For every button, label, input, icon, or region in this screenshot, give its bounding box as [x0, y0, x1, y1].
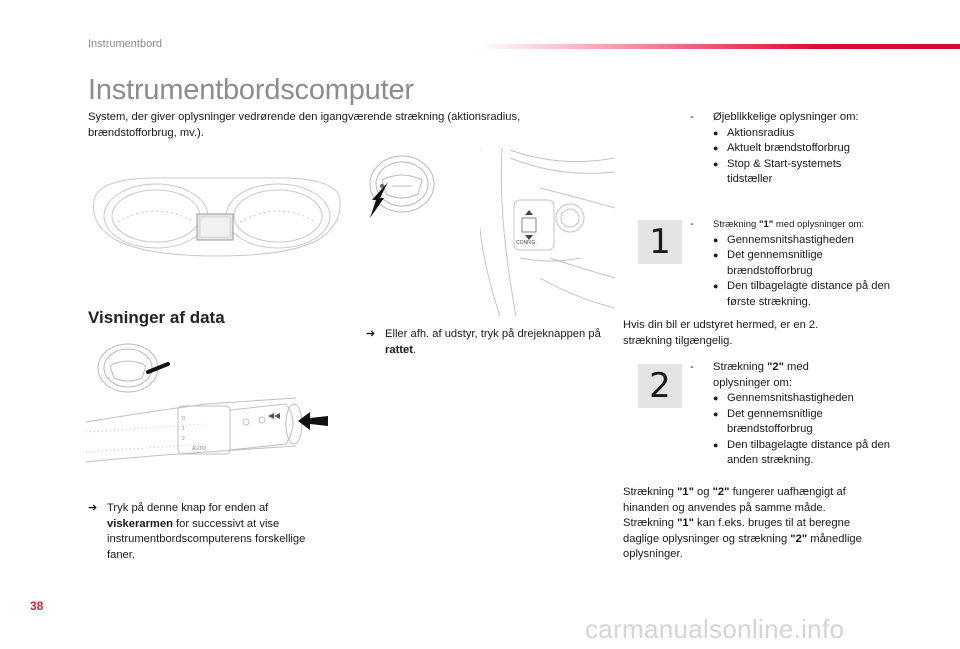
footer-text: kan f.eks. bruges til at beregne daglige oplysninger og strækning	[623, 517, 851, 545]
trips-footer-text	[623, 485, 885, 563]
list-item: ● Det gennemsnitlige brændstofforbrug	[713, 407, 890, 438]
svg-text:0: 0	[182, 416, 185, 422]
svg-text:1: 1	[182, 426, 185, 432]
steering-instruction	[366, 327, 606, 358]
trip-1-heading: Strækning	[713, 219, 759, 230]
trip-2-block	[690, 360, 890, 469]
trip-1-block	[690, 217, 900, 310]
list-item: ● Stop & Start-systemets tidstæller	[713, 157, 880, 188]
trip-1-number-badge: 1	[638, 220, 682, 264]
instrument-cluster-illustration	[88, 170, 346, 260]
footer-bold: "2"	[790, 532, 808, 545]
page-title: Instrumentbordscomputer	[88, 74, 414, 106]
footer-text: og	[693, 486, 713, 498]
page-number: 38	[30, 599, 44, 613]
trip-1-heading-end: med oplysninger om:	[773, 219, 865, 230]
footer-text: fungerer uafhængigt af hinanden og anvendes på samme måde.	[623, 486, 846, 514]
dash-marker: -	[690, 361, 694, 373]
dash-marker: -	[690, 218, 694, 230]
stalk-text-end: for successivt at vise instrumentbordscomputerens forskellige faner.	[107, 517, 306, 561]
steering-wheel-large-illustration	[480, 148, 615, 316]
list-item: ● Den tilbagelagte distance på den anden strækning.	[713, 438, 890, 469]
footer-text: månedlige oplysninger.	[623, 532, 862, 560]
second-trip-note: Hvis din bil er udstyret hermed, er en 2. strækning tilgængelig.	[623, 319, 819, 347]
trip-2-heading-end: med oplysninger om:	[713, 361, 809, 389]
stalk-pointer-arrow-icon	[296, 408, 330, 434]
wheel-stalk-small-illustration	[92, 338, 172, 396]
arrow-bullet-icon: ➔	[366, 328, 376, 340]
list-item: ● Det gennemsnitlige brændstofforbrug	[713, 248, 900, 279]
footer-text: Strækning	[623, 486, 678, 498]
steering-pointer-arrow-icon	[366, 180, 392, 220]
steering-text-end: .	[412, 343, 417, 356]
svg-text:2: 2	[182, 436, 185, 442]
trip-2-heading: Strækning	[713, 361, 768, 373]
footer-bold: "1"	[677, 517, 694, 529]
stalk-text: Tryk på denne knap for enden af	[107, 502, 269, 514]
stalk-bold: viskerarmen	[107, 517, 173, 530]
steering-text: Eller afh. af udstyr, tryk på drejeknappen på	[385, 328, 601, 340]
watermark: carmanualsonline.info	[585, 614, 845, 644]
arrow-bullet-icon: ➔	[88, 502, 98, 514]
list-item: ● Den tilbagelagte distance på den første strækning.	[713, 279, 900, 310]
trip-2-number-badge: 2	[638, 364, 682, 408]
auto-label: AUTO	[192, 446, 206, 452]
dash-marker: -	[690, 111, 694, 123]
footer-text: Strækning	[623, 517, 678, 529]
config-label: CONFIG.	[516, 240, 537, 246]
instant-info-block	[690, 110, 880, 188]
steering-bold: rattet	[385, 343, 413, 356]
list-item: ● Gennemsnitshastigheden	[713, 233, 900, 249]
footer-bold: "2"	[712, 486, 730, 498]
instant-info-heading: Øjeblikkelige oplysninger om:	[713, 111, 859, 123]
list-item: ● Aktuelt brændstofforbrug	[713, 141, 880, 157]
section-title: Visninger af data	[88, 308, 225, 327]
list-item: ● Gennemsnitshastigheden	[713, 391, 890, 407]
header-accent-bar	[480, 44, 960, 49]
intro-text: System, der giver oplysninger vedrørende den igangværende strækning (aktionsradius, brændstofforbrug, mv.).	[88, 111, 521, 139]
header-title: Instrumentbord	[88, 38, 162, 50]
trip-1-heading-bold: "1"	[758, 219, 774, 230]
list-item: ● Aktionsradius	[713, 126, 880, 142]
footer-bold: "1"	[677, 486, 694, 498]
trip-2-heading-bold: "2"	[767, 361, 784, 373]
stalk-instruction	[88, 501, 333, 563]
